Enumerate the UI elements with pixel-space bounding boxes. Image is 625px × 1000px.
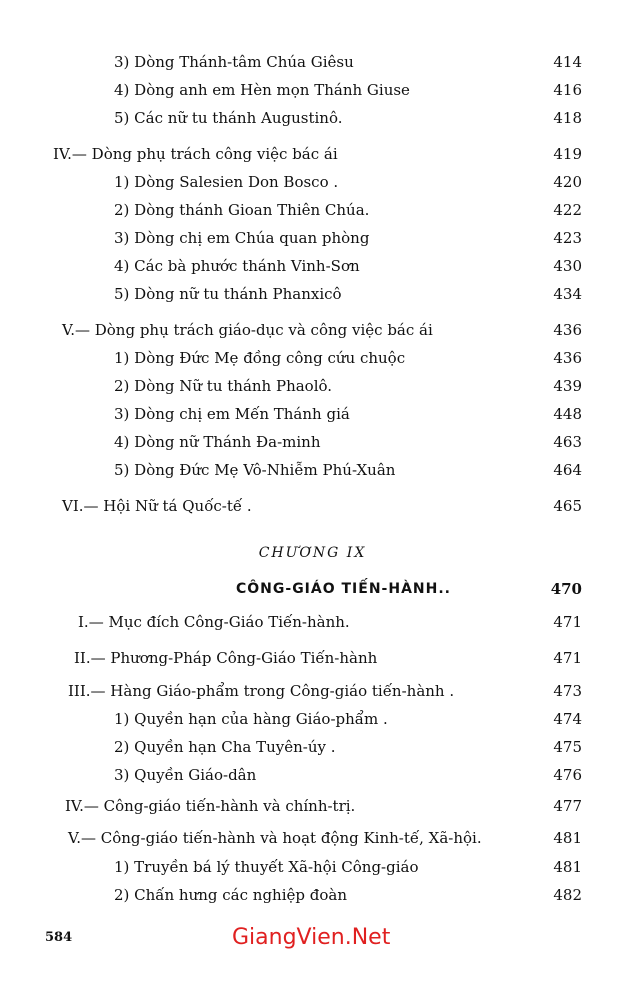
page-number: 434 bbox=[553, 285, 582, 303]
toc-entry: 5) Các nữ tu thánh Augustinô. 418 bbox=[0, 106, 625, 130]
toc-entry: 1) Dòng Đức Mẹ đồng công cứu chuộc 436 bbox=[0, 346, 625, 370]
page-number: 419 bbox=[553, 145, 582, 163]
toc-entry: 1) Dòng Salesien Don Bosco . 420 bbox=[0, 170, 625, 194]
page-number: 463 bbox=[553, 433, 582, 451]
toc-section: V.— Dòng phụ trách giáo-dục và công việc bác ái 436 bbox=[0, 318, 625, 342]
toc-entry: 5) Dòng Đức Mẹ Vô-Nhiễm Phú-Xuân 464 bbox=[0, 458, 625, 482]
toc-entry: 2) Chấn hưng các nghiệp đoàn 482 bbox=[0, 883, 625, 907]
page-number: 420 bbox=[553, 173, 582, 191]
page-number: 473 bbox=[553, 682, 582, 700]
page-number: 448 bbox=[553, 405, 582, 423]
toc-section: V.— Công-giáo tiến-hành và hoạt động Kinh-tế, Xã-hội. 481 bbox=[0, 826, 625, 850]
chapter-title-row bbox=[0, 577, 625, 601]
footer-page-number: 584 bbox=[45, 930, 73, 945]
toc-section: I.— Mục đích Công-Giáo Tiến-hành. 471 bbox=[0, 610, 625, 634]
page-number: 470 bbox=[550, 580, 582, 598]
chapter-heading: CHƯƠNG IX bbox=[258, 545, 367, 561]
chapter-title: CÔNG-GIÁO TIẾN-HÀNH.. bbox=[236, 581, 451, 597]
toc-entry: 4) Dòng anh em Hèn mọn Thánh Giuse 416 bbox=[0, 78, 625, 102]
toc-entry: 1) Quyền hạn của hàng Giáo-phẩm . 474 bbox=[0, 707, 625, 731]
toc-section: IV.— Dòng phụ trách công việc bác ái 419 bbox=[0, 142, 625, 166]
page-number: 481 bbox=[553, 829, 582, 847]
toc-entry: 2) Dòng Nữ tu thánh Phaolô. 439 bbox=[0, 374, 625, 398]
toc-entry: 3) Dòng chị em Mến Thánh giá 448 bbox=[0, 402, 625, 426]
toc-entry: 4) Dòng nữ Thánh Đa-minh 463 bbox=[0, 430, 625, 454]
page-number: 423 bbox=[553, 229, 582, 247]
page-number: 414 bbox=[553, 53, 582, 71]
page-number: 436 bbox=[553, 349, 582, 367]
page-number: 477 bbox=[553, 797, 582, 815]
toc-entry: 3) Dòng Thánh-tâm Chúa Giêsu 414 bbox=[0, 50, 625, 74]
watermark: GiangVien.Net bbox=[232, 925, 391, 950]
page-number: 418 bbox=[553, 109, 582, 127]
page-number: 422 bbox=[553, 201, 582, 219]
page-number: 439 bbox=[553, 377, 582, 395]
page-number: 464 bbox=[553, 461, 582, 479]
page-number: 476 bbox=[553, 766, 582, 784]
toc-section: IV.— Công-giáo tiến-hành và chính-trị. 477 bbox=[0, 794, 625, 818]
toc-entry: 2) Dòng thánh Gioan Thiên Chúa. 422 bbox=[0, 198, 625, 222]
toc-entry: 5) Dòng nữ tu thánh Phanxicô 434 bbox=[0, 282, 625, 306]
toc-section: VI.— Hội Nữ tá Quốc-tế . 465 bbox=[0, 494, 625, 518]
page-number: 416 bbox=[553, 81, 582, 99]
toc-section: III.— Hàng Giáo-phẩm trong Công-giáo tiến-hành . 473 bbox=[0, 679, 625, 703]
toc-entry: 1) Truyền bá lý thuyết Xã-hội Công-giáo 481 bbox=[0, 855, 625, 879]
page-number: 430 bbox=[553, 257, 582, 275]
page-number: 474 bbox=[553, 710, 582, 728]
page-number: 482 bbox=[553, 886, 582, 904]
toc-section: II.— Phương-Pháp Công-Giáo Tiến-hành 471 bbox=[0, 646, 625, 670]
page-number: 471 bbox=[553, 649, 582, 667]
toc-entry: 3) Dòng chị em Chúa quan phòng 423 bbox=[0, 226, 625, 250]
toc-entry: 3) Quyền Giáo-dân 476 bbox=[0, 763, 625, 787]
page-number: 436 bbox=[553, 321, 582, 339]
toc-entry: 2) Quyền hạn Cha Tuyên-úy . 475 bbox=[0, 735, 625, 759]
toc-entry: 4) Các bà phước thánh Vinh-Sơn 430 bbox=[0, 254, 625, 278]
page-number: 475 bbox=[553, 738, 582, 756]
page-number: 465 bbox=[553, 497, 582, 515]
page-number: 471 bbox=[553, 613, 582, 631]
page-number: 481 bbox=[553, 858, 582, 876]
